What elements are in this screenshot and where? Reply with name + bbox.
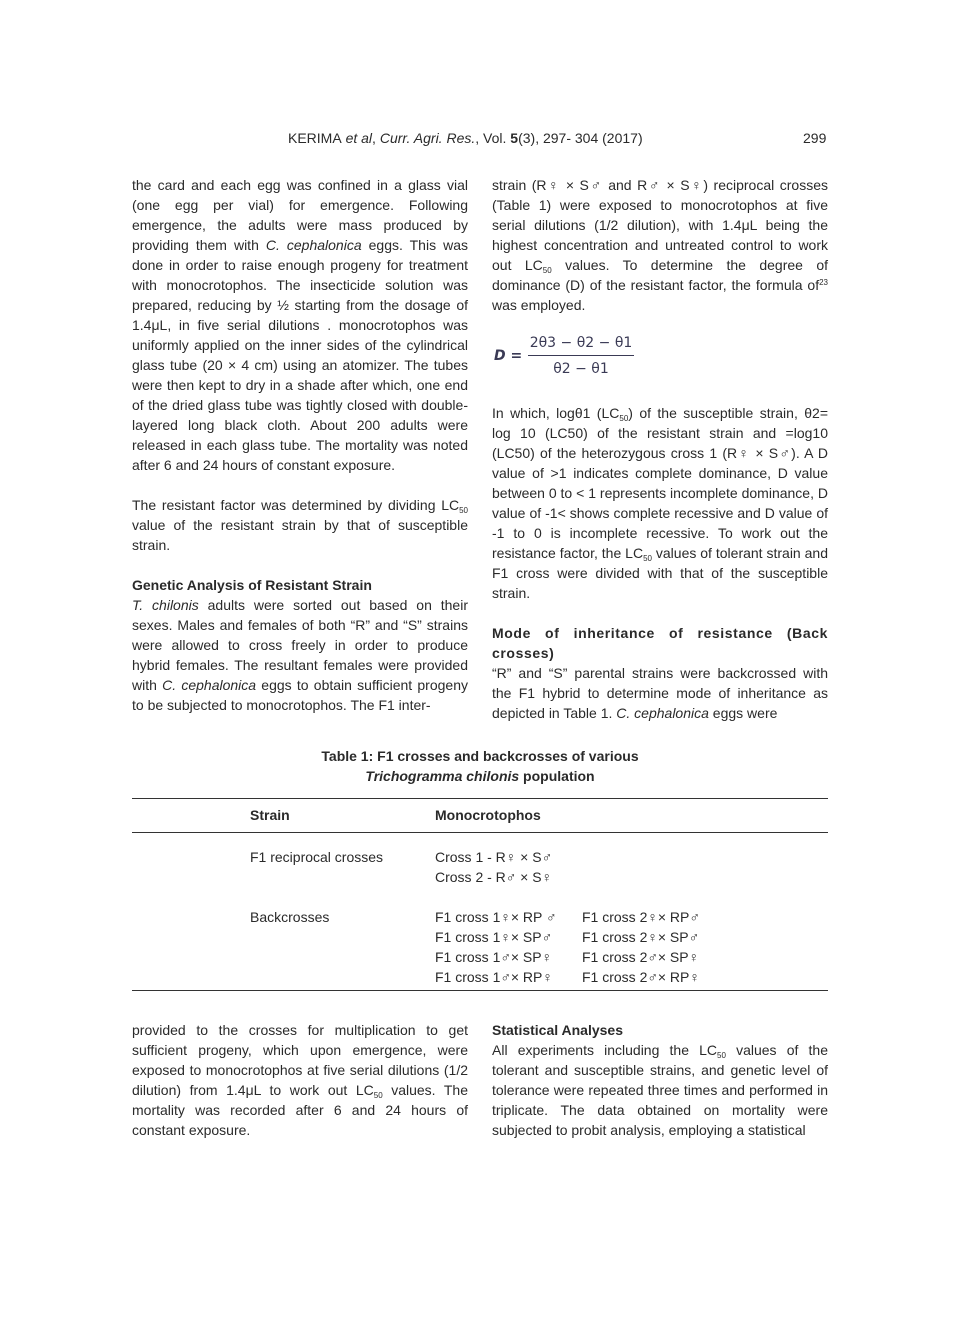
table-cell: F1 cross 1♂× SP♀: [435, 949, 553, 965]
table-caption: Table 1: F1 crosses and backcrosses of various Trichogramma chilonis population: [321, 748, 639, 784]
table-header-monocrotophos: Monocrotophos: [435, 807, 541, 823]
formula-denominator: θ2 − θ1: [553, 361, 609, 377]
paragraph: provided to the crosses for multiplication to get sufficient progeny, which upon emergence, were exposed to monocrotophos at five serial dilutions (1/2 dilution) from 1.4μL to work out $LC_{50}$ values. The mortality was recorded after 6 and 24 hours of constant exposure.: [132, 1022, 468, 1138]
table-cell: F1 cross 2♂× RP♀: [582, 969, 700, 985]
table-bottom-rule: [132, 990, 828, 991]
right-column-top: [492, 175, 828, 723]
table-header-rule: [132, 832, 828, 833]
running-header: [0, 130, 960, 152]
section-heading-statistical-analyses: Statistical Analyses: [492, 1022, 623, 1038]
section-heading-genetic-analysis: Genetic Analysis of Resistant Strain: [132, 577, 372, 593]
fraction-bar: [528, 355, 634, 356]
paragraph: T. chilonis adults were sorted out based on their sexes. Males and females of both “R” and “S” strains were allowed to cross freely in order to produce hybrid females. The resultant females were provided with C. cephalonica eggs to obtain sufficient progeny to be subjected to monocrotophos. The F1 inter-: [132, 597, 468, 713]
table-row-label: Backcrosses: [250, 909, 330, 925]
left-column-top: [132, 175, 468, 715]
paragraph: The resistant factor was determined by dividing $LC_{50}$ value of the resistant strain by that of susceptible strain.: [132, 497, 468, 553]
page-number: 299: [803, 130, 827, 146]
section-heading-mode-of-inheritance: Mode of inheritance of resistance (Back crosses): [492, 625, 828, 661]
table-cell: F1 cross 1♂× RP♀: [435, 969, 553, 985]
formula-numerator: 2θ3 − θ2 − θ1: [529, 335, 633, 351]
table-cell: Cross 2 - R♂ × S♀: [435, 869, 553, 885]
dominance-formula: [492, 333, 828, 385]
table-cell: F1 cross 2♂× SP♀: [582, 949, 700, 965]
journal-citation: KERIMA et al, Curr. Agri. Res., Vol. 5(3), 297- 304 (2017): [288, 130, 643, 146]
paragraph: “R” and “S” parental strains were backcrossed with the F1 hybrid to determine mode of inheritance as depicted in Table 1. C. cephalonica eggs were: [492, 665, 828, 721]
table-row-label: F1 reciprocal crosses: [250, 849, 384, 865]
paragraph: All experiments including the $LC_{50}$ values of the tolerant and susceptible strains, and genetic level of tolerance were repeated three times and performed in triplicate. The data obtained on mortality were subjected to probit analysis, employing a statistical: [492, 1042, 828, 1138]
table-cell: F1 cross 2♀× RP♂: [582, 909, 700, 925]
paragraph: the card and each egg was confined in a glass vial (one egg per vial) for emergence. Following emergence, the adults were mass produced by providing them with C. cephalonica eggs. This was done in order to raise enough progeny for treatment with monocrotophos. The insecticide solution was prepared, reducing by ½ starting from the dosage of 1.4μL, in five serial dilutions . monocrotophos was uniformly applied on the inner sides of the cylindrical glass tube (20 × 4 cm) using an atomizer. The tubes were then kept to dry in a shade after which, one end of the dried glass tube was tightly closed with double-layered long black cloth. About 200 adults were released in each glass tube. The mortality was noted after 6 and 24 hours of constant exposure.: [132, 177, 468, 473]
paragraph: strain (R♀ × S♂ and R♂ × S♀) reciprocal crosses (Table 1) were exposed to monocrotophos at five serial dilutions (1/2 dilution), with 1.4μL being the highest concentration and untreated control to work out $LC_{50}$ values. To determine the degree of dominance (D) of the resistant factor, the formula $of^{23}$ was employed.: [492, 177, 829, 313]
table-cell: F1 cross 1♀× SP♂: [435, 929, 553, 945]
left-column-bottom: [132, 1020, 468, 1140]
paragraph: In which, logθ1 $(LC_{50})$ of the susceptible strain, θ2= log 10 (LC50) of the resistant strain and =log10 (LC50) of the heterozygous cross 1 (R♀ × S♂). A D value of >1 indicates complete dominance, D value between 0 to < 1 represents incomplete dominance, D value of -1< shows complete recessive and D value of -1 to 0 is incomplete recessive. To work out the resistance factor, the $LC_{50}$ values of tolerant strain and F1 cross were divided with that of the susceptible strain.: [492, 405, 828, 601]
table-cell: F1 cross 2♀× SP♂: [582, 929, 700, 945]
formula-lhs: D =: [494, 348, 523, 364]
table-cell: F1 cross 1♀× RP ♂: [435, 909, 557, 925]
table-cell: Cross 1 - R♀ × S♂: [435, 849, 553, 865]
table-header-strain: Strain: [250, 807, 290, 823]
right-column-bottom: [492, 1020, 828, 1140]
table-top-rule: [132, 798, 828, 799]
